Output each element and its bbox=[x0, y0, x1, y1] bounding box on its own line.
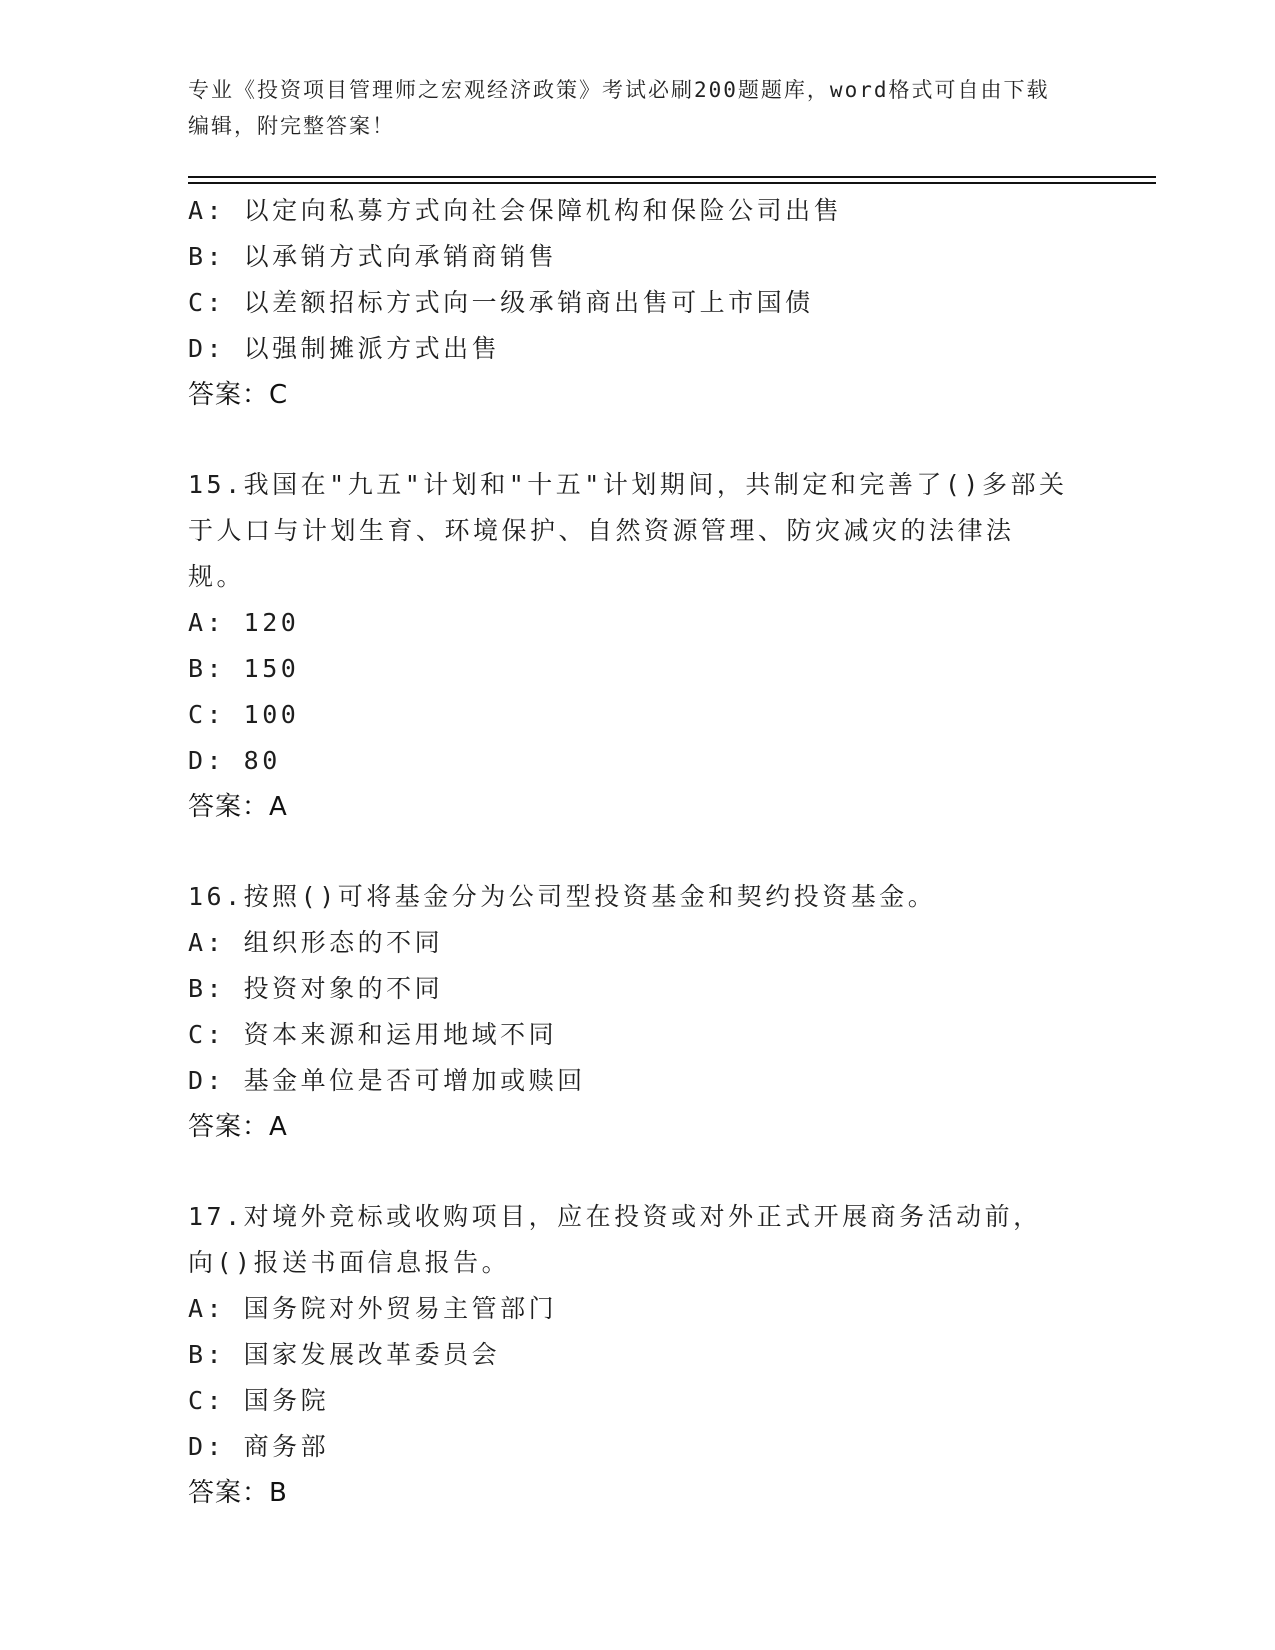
question-block-15 bbox=[188, 462, 1088, 830]
header-rule-bottom bbox=[188, 182, 1156, 184]
option-a: A: 以定向私募方式向社会保障机构和保险公司出售 bbox=[188, 196, 843, 225]
option-b: B: 150 bbox=[188, 654, 300, 683]
question-block-17 bbox=[188, 1194, 1088, 1516]
option-a: A: 120 bbox=[188, 608, 300, 637]
spacer bbox=[188, 830, 1088, 874]
option-c: C: 资本来源和运用地域不同 bbox=[188, 1020, 558, 1049]
option-a: A: 国务院对外贸易主管部门 bbox=[188, 1294, 558, 1323]
option-b: B: 以承销方式向承销商销售 bbox=[188, 242, 558, 271]
question-stem: 17.对境外竞标或收购项目，应在投资或对外正式开展商务活动前，向()报送书面信息报告。 bbox=[188, 1202, 1042, 1277]
spacer bbox=[188, 418, 1088, 462]
question-stem: 16.按照()可将基金分为公司型投资基金和契约投资基金。 bbox=[188, 882, 937, 911]
spacer bbox=[188, 1150, 1088, 1194]
answer-line: 答案：B bbox=[188, 1478, 288, 1508]
answer-line: 答案：A bbox=[188, 792, 288, 822]
question-block-16 bbox=[188, 874, 1088, 1150]
option-b: B: 投资对象的不同 bbox=[188, 974, 444, 1003]
option-d: D: 80 bbox=[188, 746, 281, 775]
option-d: D: 商务部 bbox=[188, 1432, 330, 1461]
question-stem: 15.我国在"九五"计划和"十五"计划期间，共制定和完善了()多部关于人口与计划生育、环境保护、自然资源管理、防灾减灾的法律法规。 bbox=[188, 470, 1068, 591]
option-c: C: 国务院 bbox=[188, 1386, 330, 1415]
option-c: C: 100 bbox=[188, 700, 300, 729]
header-rule-top bbox=[188, 176, 1156, 178]
option-c: C: 以差额招标方式向一级承销商出售可上市国债 bbox=[188, 288, 814, 317]
option-d: D: 以强制摊派方式出售 bbox=[188, 334, 501, 363]
answer-line: 答案：C bbox=[188, 380, 289, 410]
question-block-14 bbox=[188, 188, 1088, 418]
question-list bbox=[188, 188, 1088, 1516]
option-a: A: 组织形态的不同 bbox=[188, 928, 444, 957]
document-header: 专业《投资项目管理师之宏观经济政策》考试必刷200题题库，word格式可自由下载编辑，附完整答案！ bbox=[188, 78, 1050, 138]
option-b: B: 国家发展改革委员会 bbox=[188, 1340, 501, 1369]
option-d: D: 基金单位是否可增加或赎回 bbox=[188, 1066, 586, 1095]
answer-line: 答案：A bbox=[188, 1112, 288, 1142]
